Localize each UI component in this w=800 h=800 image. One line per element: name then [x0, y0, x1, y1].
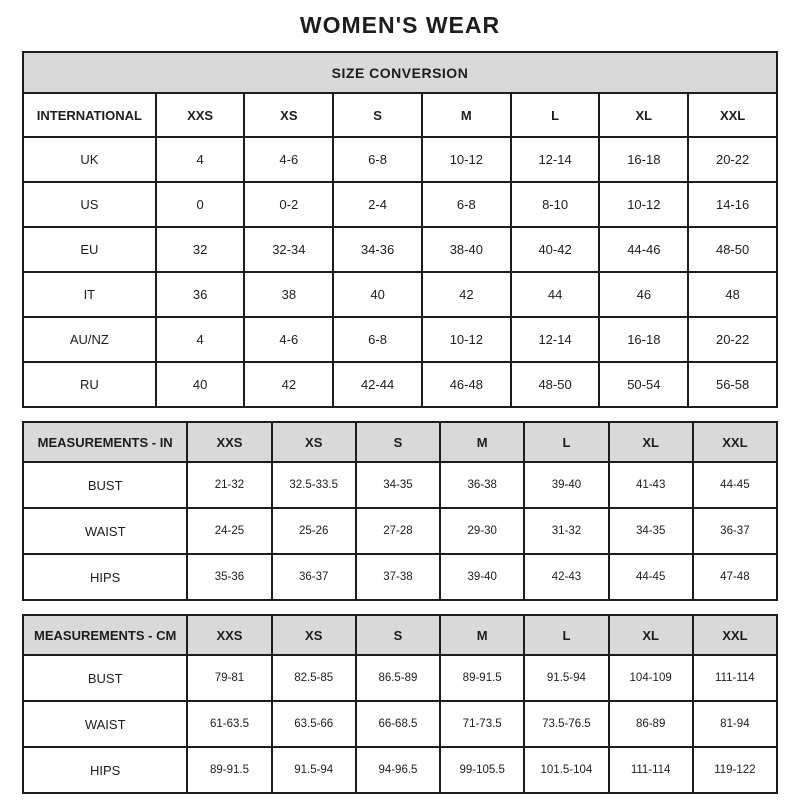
column-header-l: L: [524, 615, 608, 655]
column-header-xxs: XXS: [156, 93, 245, 137]
size-cell: 42: [422, 272, 511, 317]
measurement-cell: 79-81: [187, 655, 271, 701]
column-header-xxl: XXL: [693, 615, 777, 655]
size-cell: 6-8: [333, 317, 422, 362]
row-label: BUST: [23, 655, 187, 701]
size-cell: 38-40: [422, 227, 511, 272]
measurements-cm-table: [22, 614, 778, 794]
measurement-cell: 42-43: [524, 554, 608, 600]
measurement-cell: 34-35: [356, 462, 440, 508]
measurement-cell: 82.5-85: [272, 655, 356, 701]
size-cell: 48: [688, 272, 777, 317]
measurement-cell: 73.5-76.5: [524, 701, 608, 747]
size-cell: 40: [156, 362, 245, 407]
size-cell: 2-4: [333, 182, 422, 227]
row-label: WAIST: [23, 508, 187, 554]
size-cell: 14-16: [688, 182, 777, 227]
row-label: WAIST: [23, 701, 187, 747]
measurement-cell: 81-94: [693, 701, 777, 747]
column-header-xs: XS: [272, 615, 356, 655]
measurement-cell: 36-38: [440, 462, 524, 508]
measurement-cell: 37-38: [356, 554, 440, 600]
column-header-m: M: [422, 93, 511, 137]
column-header-xs: XS: [272, 422, 356, 462]
measurement-cell: 32.5-33.5: [272, 462, 356, 508]
measurement-cell: 66-68.5: [356, 701, 440, 747]
size-conversion-column-headers: [23, 93, 777, 137]
row-label: AU/NZ: [23, 317, 156, 362]
table-row-us: [23, 182, 777, 227]
table-row-hips-cm: [23, 747, 777, 793]
measurement-cell: 99-105.5: [440, 747, 524, 793]
column-header-m: M: [440, 422, 524, 462]
measurement-cell: 89-91.5: [187, 747, 271, 793]
size-cell: 38: [244, 272, 333, 317]
column-header-s: S: [356, 422, 440, 462]
measurement-cell: 44-45: [693, 462, 777, 508]
table-row-waist-in: [23, 508, 777, 554]
table-row-aunz: [23, 317, 777, 362]
table-row-eu: [23, 227, 777, 272]
measurement-cell: 29-30: [440, 508, 524, 554]
size-cell: 32: [156, 227, 245, 272]
row-label: HIPS: [23, 747, 187, 793]
table-row-waist-cm: [23, 701, 777, 747]
measurement-cell: 91.5-94: [524, 655, 608, 701]
size-cell: 6-8: [333, 137, 422, 182]
size-cell: 0-2: [244, 182, 333, 227]
measurement-cell: 63.5-66: [272, 701, 356, 747]
column-header-xxs: XXS: [187, 615, 271, 655]
measurement-cell: 119-122: [693, 747, 777, 793]
size-cell: 36: [156, 272, 245, 317]
measurement-cell: 47-48: [693, 554, 777, 600]
size-cell: 10-12: [422, 137, 511, 182]
size-cell: 8-10: [511, 182, 600, 227]
measurement-cell: 104-109: [609, 655, 693, 701]
size-cell: 50-54: [599, 362, 688, 407]
measurement-cell: 21-32: [187, 462, 271, 508]
size-cell: 42: [244, 362, 333, 407]
size-cell: 6-8: [422, 182, 511, 227]
size-cell: 4-6: [244, 317, 333, 362]
row-label: UK: [23, 137, 156, 182]
size-conversion-header-row: [23, 52, 777, 93]
size-cell: 56-58: [688, 362, 777, 407]
size-cell: 20-22: [688, 317, 777, 362]
column-header-xxl: XXL: [688, 93, 777, 137]
size-cell: 4: [156, 317, 245, 362]
size-cell: 46: [599, 272, 688, 317]
row-label: EU: [23, 227, 156, 272]
measurement-cell: 39-40: [440, 554, 524, 600]
column-header-l: L: [524, 422, 608, 462]
measurements-cm-header-row: [23, 615, 777, 655]
table-row-ru: [23, 362, 777, 407]
row-label: US: [23, 182, 156, 227]
column-header-xs: XS: [244, 93, 333, 137]
column-header-international: INTERNATIONAL: [23, 93, 156, 137]
size-cell: 42-44: [333, 362, 422, 407]
size-cell: 32-34: [244, 227, 333, 272]
size-cell: 4-6: [244, 137, 333, 182]
size-cell: 48-50: [511, 362, 600, 407]
measurement-cell: 24-25: [187, 508, 271, 554]
table-row-uk: [23, 137, 777, 182]
measurements-cm-title: MEASUREMENTS - CM: [23, 615, 187, 655]
measurement-cell: 25-26: [272, 508, 356, 554]
size-cell: 10-12: [599, 182, 688, 227]
size-cell: 4: [156, 137, 245, 182]
column-header-xl: XL: [609, 615, 693, 655]
size-cell: 16-18: [599, 317, 688, 362]
table-row-it: [23, 272, 777, 317]
size-cell: 40: [333, 272, 422, 317]
measurement-cell: 101.5-104: [524, 747, 608, 793]
measurement-cell: 36-37: [693, 508, 777, 554]
column-header-xxs: XXS: [187, 422, 271, 462]
size-cell: 12-14: [511, 317, 600, 362]
measurement-cell: 111-114: [693, 655, 777, 701]
row-label: BUST: [23, 462, 187, 508]
size-cell: 34-36: [333, 227, 422, 272]
size-cell: 44: [511, 272, 600, 317]
measurement-cell: 34-35: [609, 508, 693, 554]
measurement-cell: 27-28: [356, 508, 440, 554]
measurement-cell: 61-63.5: [187, 701, 271, 747]
measurement-cell: 71-73.5: [440, 701, 524, 747]
row-label: RU: [23, 362, 156, 407]
column-header-xl: XL: [609, 422, 693, 462]
measurement-cell: 39-40: [524, 462, 608, 508]
size-cell: 40-42: [511, 227, 600, 272]
measurement-cell: 44-45: [609, 554, 693, 600]
measurement-cell: 41-43: [609, 462, 693, 508]
measurements-in-title: MEASUREMENTS - IN: [23, 422, 187, 462]
size-cell: 44-46: [599, 227, 688, 272]
measurements-in-header-row: [23, 422, 777, 462]
size-conversion-table: [22, 51, 778, 408]
table-row-hips-in: [23, 554, 777, 600]
measurement-cell: 35-36: [187, 554, 271, 600]
size-cell: 12-14: [511, 137, 600, 182]
column-header-l: L: [511, 93, 600, 137]
column-header-s: S: [356, 615, 440, 655]
page-title: WOMEN'S WEAR: [299, 12, 501, 38]
measurement-cell: 111-114: [609, 747, 693, 793]
size-conversion-title: SIZE CONVERSION: [23, 52, 777, 93]
measurement-cell: 94-96.5: [356, 747, 440, 793]
size-cell: 10-12: [422, 317, 511, 362]
measurement-cell: 89-91.5: [440, 655, 524, 701]
measurement-cell: 91.5-94: [272, 747, 356, 793]
size-cell: 0: [156, 182, 245, 227]
row-label: IT: [23, 272, 156, 317]
measurement-cell: 36-37: [272, 554, 356, 600]
measurement-cell: 86.5-89: [356, 655, 440, 701]
size-cell: 46-48: [422, 362, 511, 407]
column-header-xl: XL: [599, 93, 688, 137]
column-header-s: S: [333, 93, 422, 137]
table-row-bust-in: [23, 462, 777, 508]
size-cell: 48-50: [688, 227, 777, 272]
table-row-bust-cm: [23, 655, 777, 701]
measurement-cell: 31-32: [524, 508, 608, 554]
measurement-cell: 86-89: [609, 701, 693, 747]
row-label: HIPS: [23, 554, 187, 600]
size-cell: 20-22: [688, 137, 777, 182]
column-header-m: M: [440, 615, 524, 655]
size-cell: 16-18: [599, 137, 688, 182]
column-header-xxl: XXL: [693, 422, 777, 462]
measurements-in-table: [22, 421, 778, 601]
